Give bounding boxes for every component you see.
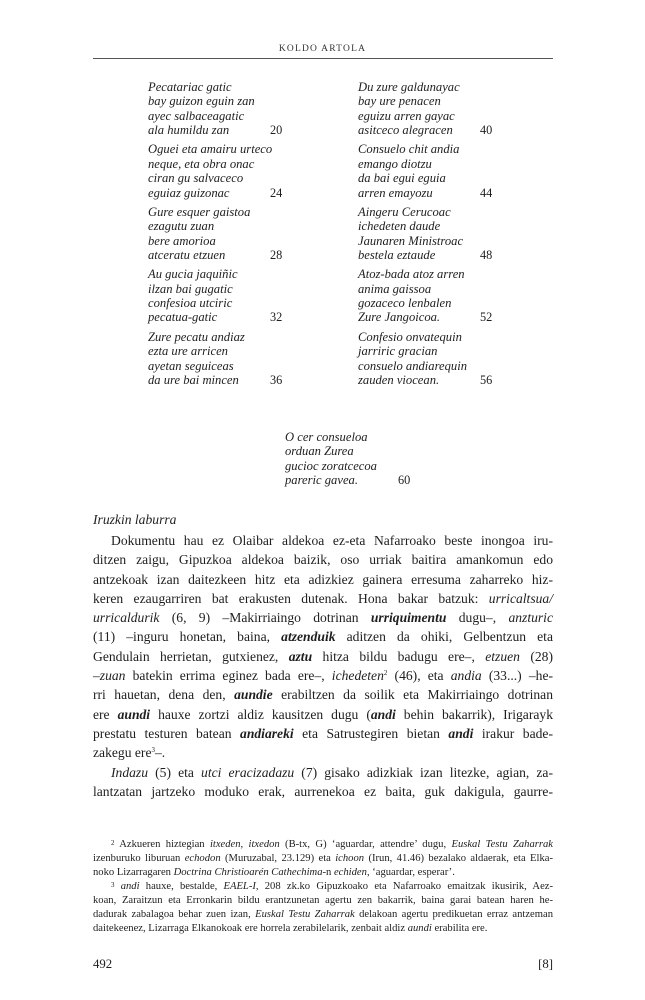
verse-line: orduan Zurea (285, 444, 354, 459)
footnote-mark: 2 (111, 839, 115, 847)
body-line: urricaldurik (6, 9) –Makirriaingo dotrinan urriquimentu dugu–, anzturic (93, 610, 553, 626)
verse-line: eguiaz guizonac (148, 185, 230, 200)
footnote-line: daitekeenez, Lizarraga Elkanokoak ere horrela zerabilelarik, zenbait aldiz aundi erabilita ere. (93, 923, 488, 934)
footnote-line: koan, Zaraitzun eta Erronkarin bildu erantzunetan agertu zen bakarrik, baina garai batean haren he- (93, 895, 553, 906)
footnotes (93, 838, 553, 936)
verse-line: atceratu etzuen (148, 248, 226, 263)
verse-line: Du zure galdunayac (358, 80, 460, 94)
verse-line: Au gucia jaquiñic (148, 267, 238, 282)
verse-line: ala humildu zan (148, 123, 230, 138)
verse-line: bay guizon eguin zan (148, 94, 255, 109)
verse-line: ayetan seguiceas (148, 358, 234, 373)
line-number: 20 (270, 123, 283, 138)
line-number: 48 (480, 248, 493, 263)
line-number: 40 (480, 123, 493, 138)
stanza (358, 80, 493, 138)
footnote-ref: 3 (151, 746, 155, 755)
body-line: zakegu ere$^3$–. (93, 745, 166, 761)
line-number: 28 (270, 248, 283, 263)
body-line: rri hauetan, dena den, aundie erabiltzen da soilik eta Makirriaingo dotrinan (93, 687, 553, 703)
poem-left-column (148, 80, 283, 392)
body-line: Gendulain herrietan, gutxienez, aztu hitza bildu badugu ere–, etzuen (28) (93, 648, 553, 664)
footnote-line: dadurak zabalagoa behar zuen izan, Euskal Testu Zaharrak delakoan agertu predikuetan erraz antzeman (93, 909, 553, 920)
line-number: 56 (480, 372, 493, 387)
verse-line: neque, eta obra onac (148, 156, 255, 171)
verse-line: Atoz-bada atoz arren (358, 267, 465, 282)
stanza (358, 267, 493, 325)
body-line: Indazu (5) eta utci eracizadazu (7) gisako adizkiak izan litezke, agian, za- (111, 764, 553, 780)
poem-right-column (358, 80, 493, 392)
poem-center-stanza (285, 430, 411, 492)
verse-line: confesioa utciric (148, 296, 233, 311)
verse-line: asitceco alegracen (358, 123, 453, 138)
page-number: 492 (93, 957, 113, 971)
verse-line: da bai egui eguia (358, 171, 446, 186)
body-line: Dokumentu hau ez Olaibar aldekoa ez-eta Nafarroako beste inongoa iru- (111, 533, 553, 548)
body-line: prestatu testuren batean andiareki eta Satrustegiren bietan andi irakur bade- (93, 725, 553, 741)
body-line: ere aundi hauxe zortzi aldiz kausitzen dugu (andi behin bakarrik), Irigarayk (93, 706, 553, 722)
footnote-ref: 2 (383, 669, 388, 678)
verse-line: arren emayozu (358, 185, 433, 200)
verse-line: ezta ure arricen (148, 344, 228, 359)
stanza (148, 329, 283, 388)
verse-line: bere amorioa (148, 233, 216, 248)
verse-line: Zure Jangoicoa. (358, 310, 441, 325)
page-label: [8] (538, 957, 553, 971)
footnote-line: $^3$ andi hauxe, bestalde, EAEL-I, 208 zk.ko Gipuzkoako eta Nafarroako emaitzak ikusirik, Aez- (111, 881, 554, 892)
verse-line: ezagutu zuan (148, 219, 215, 234)
verse-line: Jaunaren Ministroac (358, 233, 464, 248)
verse-line: Aingeru Cerucoac (358, 204, 451, 219)
verse-line: ichedeten daude (358, 219, 441, 234)
verse-line: Confesio onvatequin (358, 329, 462, 344)
line-number: 36 (270, 372, 283, 387)
verse-line: da ure bai mincen (148, 372, 239, 387)
body-line: ditzen zaigu, Gipuzkoa aldekoa baizik, oso urriak baitira amankomun edo (93, 552, 553, 568)
footnote-line: izenburuko liburuan echodon (Muruzabal, 23.129) eta ichoon (Irun, 41.46) bezalako aldaerak, eta Elka- (93, 853, 553, 864)
line-number: 44 (480, 185, 493, 200)
section-subheading: Iruzkin laburra (93, 512, 177, 527)
verse-line: gozaceco lenbalen (358, 296, 452, 311)
stanza (358, 204, 493, 263)
verse-line: bay ure penacen (358, 94, 441, 109)
verse-line: anima gaissoa (358, 281, 432, 296)
verse-line: Zure pecatu andiaz (148, 329, 245, 344)
stanza (148, 80, 283, 138)
footnote-line: $^2$ Azkueren hiztegian itxeden, itxedon (B-tx, G) ‘aguardar, attendre’ dugu, Euskal Testu Zaharrak (111, 839, 553, 850)
body-line: antzekoak izan daitezkeen hitz eta adizkiez gainera erresuma zaharreko hiz- (93, 571, 553, 587)
verse-line: zauden viocean. (358, 372, 440, 387)
verse-line: consuelo andiarequin (358, 358, 468, 373)
verse-line: pecatua-gatic (148, 310, 218, 325)
body-line: –zuan batekin errima eginez bada ere–, ichedeten$^2$ (46), eta andia (33...) –he- (93, 668, 553, 684)
stanza (358, 142, 493, 200)
verse-line: ilzan bai gugatic (148, 281, 233, 296)
running-head: KOLDO ARTOLA (278, 44, 367, 54)
verse-line: pareric gavea. (285, 473, 358, 488)
header-rule (93, 58, 553, 59)
verse-line: Gure esquer gaistoa (148, 204, 251, 219)
stanza (148, 204, 283, 263)
line-number: 24 (270, 185, 283, 200)
footnote-line: noko Lizarragaren Doctrina Christioarén Cathechima-n echiden, ‘aguardar, esperar’. (93, 867, 455, 878)
verse-line: O cer consueloa (285, 430, 368, 444)
verse-line: Pecatariac gatic (148, 80, 232, 94)
line-number: 52 (480, 310, 493, 325)
stanza (285, 430, 411, 488)
line-number: 32 (270, 310, 283, 325)
verse-line: eguizu arren gayac (358, 108, 455, 123)
verse-line: emango diotzu (358, 156, 432, 171)
verse-line: jarriric gracian (358, 344, 438, 359)
body-line: lantzatan jartzeko moduko erak, aurrenekoa ez baita, guk dakigula, gaurre- (93, 783, 553, 799)
stanza (148, 267, 283, 325)
line-number: 60 (398, 473, 411, 488)
verse-line: Oguei eta amairu urteco (148, 142, 273, 157)
verse-line: ciran gu salvaceco (148, 171, 244, 186)
footnote-mark: 3 (111, 881, 115, 889)
verse-line: bestela eztaude (358, 248, 436, 263)
verse-line: Consuelo chit andia (358, 142, 460, 157)
verse-line: ayec salbaceagatic (148, 108, 245, 123)
verse-line: gucioc zoratcecoa (285, 458, 377, 473)
stanza (148, 142, 283, 200)
stanza (358, 329, 493, 388)
body-line: (11) –inguru honetan, baina, atzenduik aditzen da ohiki, Gelbentzun eta (93, 629, 553, 645)
body-text (93, 531, 553, 801)
body-line: keren ezaugarriren bat erakusten dutenak. Hona bakar batzuk: urricaltsua/ (93, 590, 553, 606)
